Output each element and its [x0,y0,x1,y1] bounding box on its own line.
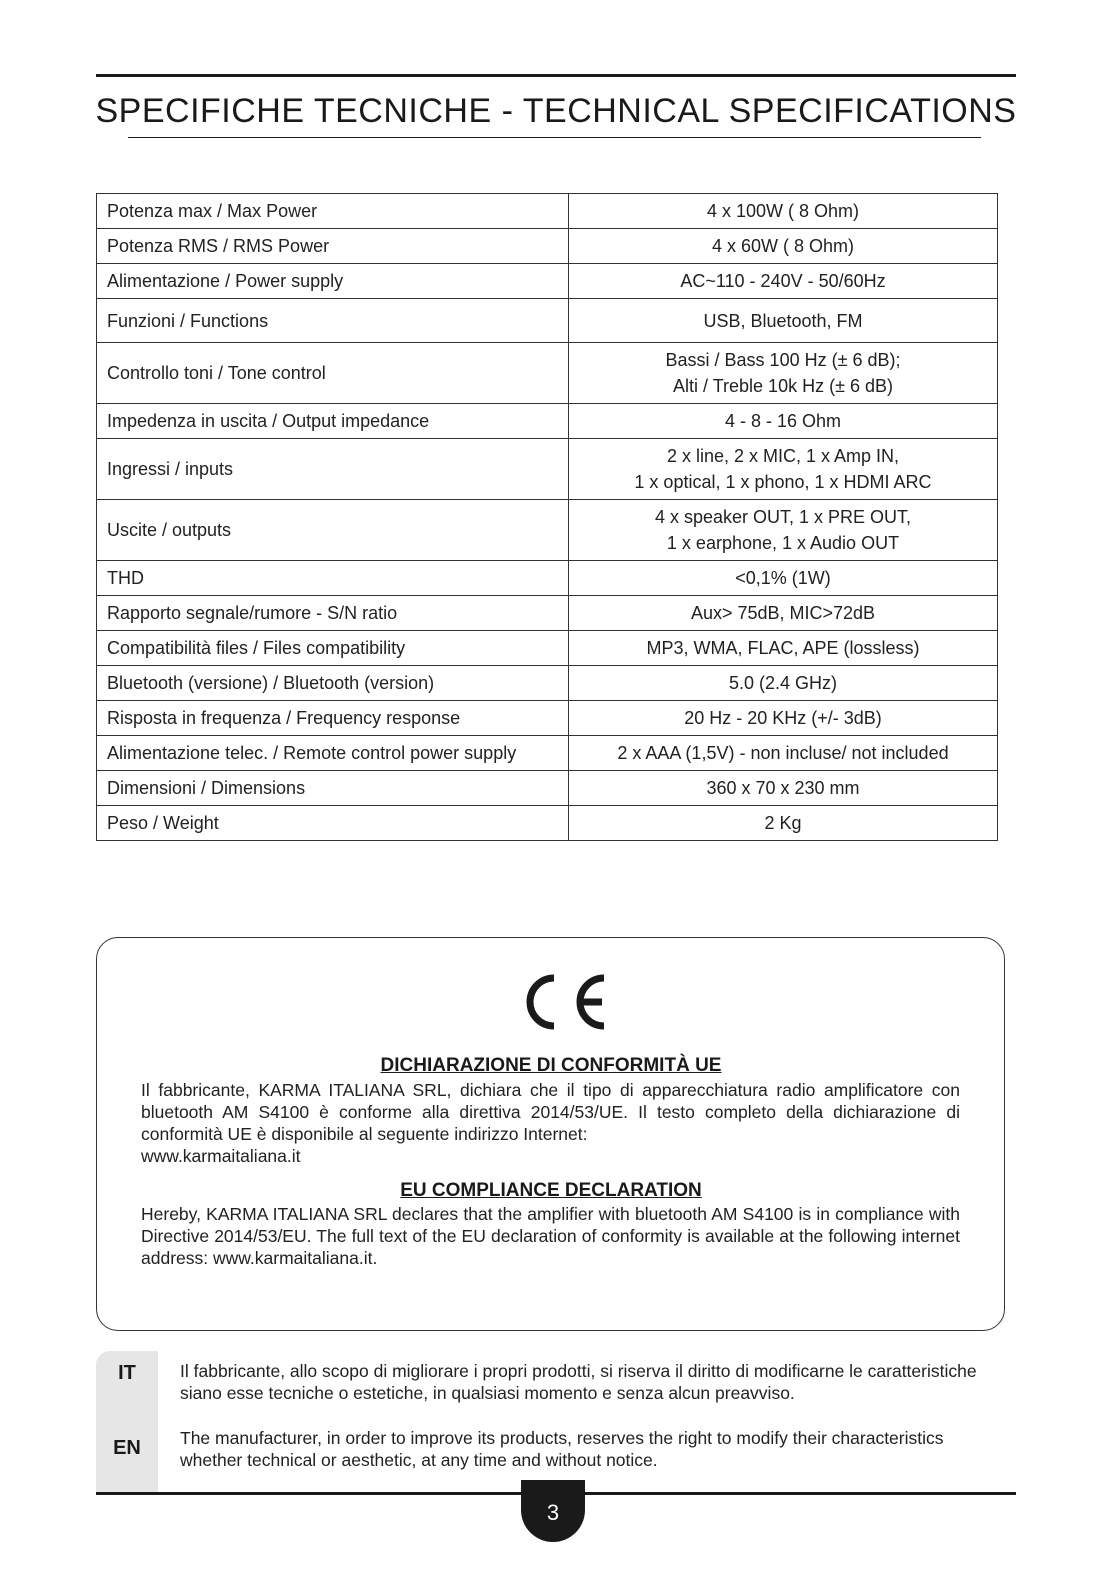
spec-value [569,264,998,299]
spec-label: Potenza max / Max Power [97,194,569,229]
specifications-table-body [97,194,998,841]
spec-value [569,229,998,264]
spec-value-line: 1 x optical, 1 x phono, 1 x HDMI ARC [634,472,932,492]
spec-value-line: Alti / Treble 10k Hz (± 6 dB) [673,376,893,396]
spec-label: Rapporto segnale/rumore - S/N ratio [97,596,569,631]
spec-value-line: 4 x speaker OUT, 1 x PRE OUT, [654,507,912,527]
spec-label: Bluetooth (versione) / Bluetooth (version) [97,666,569,701]
it-declaration-body: Il fabbricante, KARMA ITALIANA SRL, dichiara che il tipo di apparecchiatura radio amplificatore con bluetooth AM S4100 è conforme alla direttiva 2014/53/UE. Il testo completo della dichiarazione di conformità UE è disponibile al seguente indirizzo Internet: [141,1080,960,1144]
spec-label: Alimentazione telec. / Remote control power supply [97,736,569,771]
spec-row [97,631,998,666]
spec-label: THD [97,561,569,596]
spec-row [97,701,998,736]
spec-value [569,631,998,666]
spec-value-line: 2 Kg [764,813,802,833]
lang-code-en: EN [113,1437,141,1459]
spec-label: Dimensioni / Dimensions [97,771,569,806]
en-declaration-title: EU COMPLIANCE DECLARATION [400,1180,702,1201]
spec-value [569,561,998,596]
spec-label: Risposta in frequenza / Frequency response [97,701,569,736]
spec-value [569,439,998,500]
spec-row [97,771,998,806]
spec-value-line: 5.0 (2.4 GHz) [728,673,838,693]
spec-value-line: MP3, WMA, FLAC, APE (lossless) [646,638,920,658]
spec-value [569,500,998,561]
lang-code-it: IT [118,1362,136,1384]
spec-value [569,343,998,404]
spec-value-line: 2 x AAA (1,5V) - non incluse/ not included [617,743,949,763]
spec-row [97,666,998,701]
spec-label: Impedenza in uscita / Output impedance [97,404,569,439]
spec-label: Uscite / outputs [97,500,569,561]
note-it: Il fabbricante, allo scopo di migliorare i propri prodotti, si riserva il diritto di modificarne le caratteristiche siano esse tecniche o estetiche, in qualsiasi momento e senza alcun preavviso. [180,1361,977,1403]
spec-value-line: 4 - 8 - 16 Ohm [724,411,842,431]
spec-value-line: 2 x line, 2 x MIC, 1 x Amp IN, [666,446,900,466]
spec-value [569,299,998,343]
spec-row [97,500,998,561]
en-declaration-text: Hereby, KARMA ITALIANA SRL declares that the amplifier with bluetooth AM S4100 is in compliance with Directive 2014/53/EU. The full text of the EU declaration of conformity is available at the following internet address: www.karmaitaliana.it. [141,1204,960,1268]
spec-value [569,404,998,439]
spec-value [569,771,998,806]
spec-value-line: 20 Hz - 20 KHz (+/- 3dB) [684,708,882,728]
spec-label: Compatibilità files / Files compatibility [97,631,569,666]
spec-row [97,343,998,404]
spec-value-line: 1 x earphone, 1 x Audio OUT [666,533,900,553]
spec-label: Controllo toni / Tone control [97,343,569,404]
spec-row [97,439,998,500]
spec-label: Alimentazione / Power supply [97,264,569,299]
spec-value-line: Bassi / Bass 100 Hz (± 6 dB); [665,350,901,370]
it-declaration-text [141,1079,960,1167]
spec-row [97,806,998,841]
spec-value-line: 360 x 70 x 230 mm [706,778,860,798]
ce-mark-icon [510,970,610,1034]
spec-row [97,596,998,631]
spec-row [97,194,998,229]
spec-value [569,194,998,229]
spec-label: Funzioni / Functions [97,299,569,343]
page-title: SPECIFICHE TECNICHE - TECHNICAL SPECIFICATIONS [95,92,1017,130]
spec-row [97,299,998,343]
spec-value [569,701,998,736]
spec-row [97,561,998,596]
spec-row [97,229,998,264]
top-rule [96,74,1016,77]
specifications-table [96,193,998,841]
spec-value-line: 4 x 60W ( 8 Ohm) [711,236,855,256]
spec-label: Ingressi / inputs [97,439,569,500]
spec-value-line: <0,1% (1W) [735,568,831,588]
spec-row [97,404,998,439]
title-underline [128,137,981,138]
note-en: The manufacturer, in order to improve its products, reserves the right to modify their characteristics whether technical or aesthetic, at any time and without notice. [180,1428,944,1470]
spec-value-line: Aux> 75dB, MIC>72dB [690,603,876,623]
spec-row [97,264,998,299]
spec-value [569,736,998,771]
it-declaration-title: DICHIARAZIONE DI CONFORMITÀ UE [380,1055,722,1076]
spec-row [97,736,998,771]
spec-value-line: 4 x 100W ( 8 Ohm) [706,201,860,221]
spec-value [569,596,998,631]
spec-label: Peso / Weight [97,806,569,841]
spec-label: Potenza RMS / RMS Power [97,229,569,264]
spec-value-line: USB, Bluetooth, FM [703,310,863,331]
it-declaration-url: www.karmaitaliana.it [141,1146,301,1166]
spec-value [569,806,998,841]
page-number: 3 [521,1480,585,1542]
spec-value-line: AC~110 - 240V - 50/60Hz [680,271,886,291]
spec-value [569,666,998,701]
